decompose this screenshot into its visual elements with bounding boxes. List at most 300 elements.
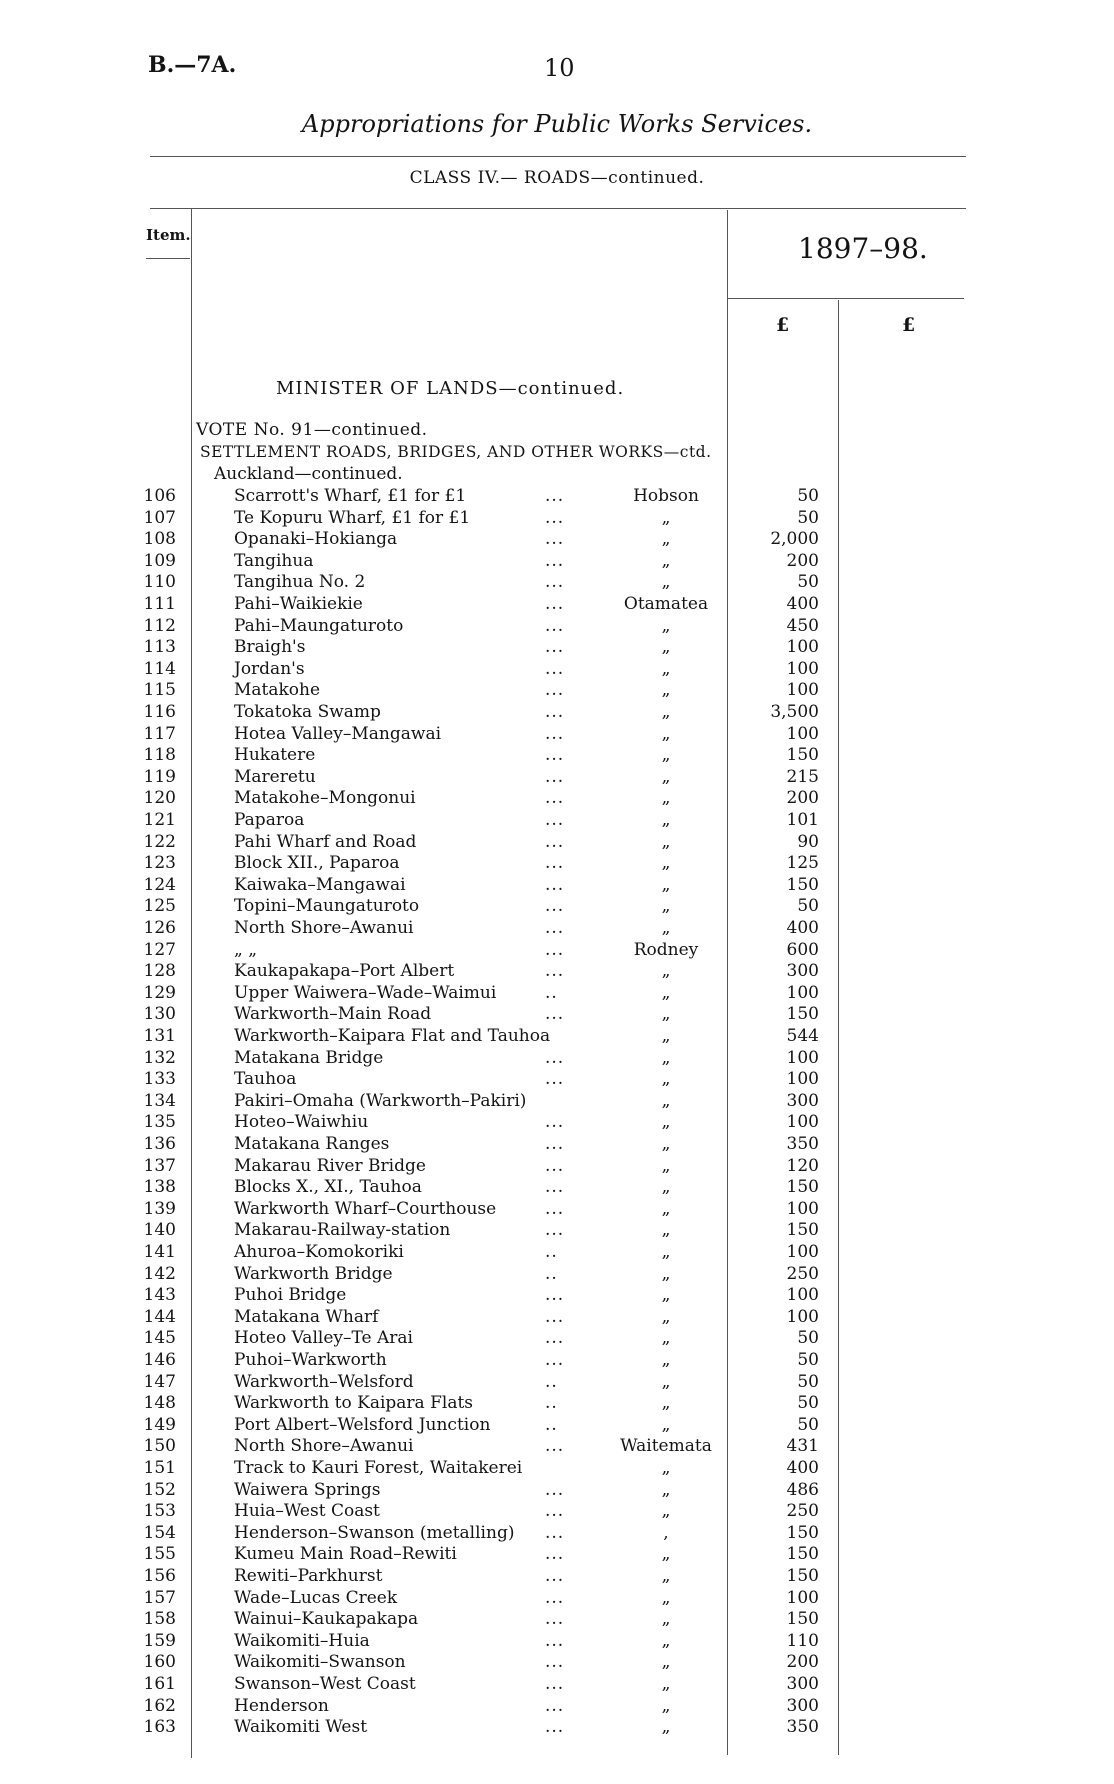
row-district: „ <box>661 874 671 895</box>
region-heading: Auckland—continued. <box>214 464 403 484</box>
row-amount: 450 <box>786 615 819 636</box>
row-leader-dots: ... <box>545 1155 565 1176</box>
row-amount: 100 <box>786 1198 819 1219</box>
row-district: „ <box>661 1544 671 1565</box>
table-row <box>0 1631 1114 1653</box>
row-leader-dots: ... <box>545 615 565 636</box>
table-row <box>0 1652 1114 1674</box>
row-amount: 150 <box>786 745 819 766</box>
row-leader-dots: .. <box>545 982 558 1003</box>
pound-header-1: £ <box>776 314 790 336</box>
row-leader-dots: ... <box>545 1695 565 1716</box>
row-item-number: 120 <box>143 788 176 809</box>
row-item-number: 155 <box>143 1544 176 1565</box>
row-leader-dots: ... <box>545 1112 565 1133</box>
row-amount: 250 <box>786 1501 819 1522</box>
table-row <box>0 853 1114 875</box>
row-road-name: Matakohe–Mongonui <box>234 788 416 809</box>
row-leader-dots: ... <box>545 1630 565 1651</box>
row-road-name: Warkworth–Welsford <box>234 1371 414 1392</box>
row-road-name: Tangihua No. 2 <box>234 572 366 593</box>
row-road-name: Blocks X., XI., Tauhoa <box>234 1177 422 1198</box>
row-amount: 100 <box>786 1242 819 1262</box>
table-row <box>0 767 1114 789</box>
table-row <box>0 1328 1114 1350</box>
table-row <box>0 940 1114 962</box>
row-amount: 100 <box>786 1285 819 1306</box>
row-item-number: 128 <box>143 961 176 982</box>
year-rule <box>727 298 964 299</box>
row-district: „ <box>661 788 671 809</box>
table-row <box>0 1069 1114 1091</box>
table-row <box>0 918 1114 940</box>
table-row <box>0 1199 1114 1221</box>
page-subtitle: Appropriations for Public Works Services. <box>301 110 813 138</box>
row-item-number: 136 <box>143 1134 176 1154</box>
row-road-name: Wade–Lucas Creek <box>234 1587 398 1608</box>
row-district: „ <box>661 658 671 679</box>
row-item-number: 145 <box>143 1328 176 1349</box>
row-leader-dots: ... <box>545 788 565 809</box>
row-leader-dots: ... <box>545 1306 565 1327</box>
row-district: „ <box>661 1674 671 1694</box>
top-rule <box>150 156 966 157</box>
row-leader-dots: ... <box>545 1350 565 1370</box>
row-amount: 50 <box>797 572 819 593</box>
table-row <box>0 702 1114 724</box>
table-row <box>0 1609 1114 1631</box>
table-row <box>0 529 1114 551</box>
row-district: „ <box>661 1566 671 1586</box>
row-road-name: Matakana Ranges <box>234 1134 390 1154</box>
row-item-number: 150 <box>143 1436 176 1457</box>
class-heading: CLASS IV.— ROADS—continued. <box>409 168 705 188</box>
row-item-number: 133 <box>143 1069 176 1090</box>
table-row <box>0 1717 1114 1739</box>
row-district: „ <box>661 961 671 982</box>
row-amount: 300 <box>786 1674 819 1694</box>
row-leader-dots: ... <box>545 637 565 658</box>
row-leader-dots: ... <box>545 1609 565 1630</box>
row-road-name: Warkworth Wharf–Courthouse <box>234 1198 497 1219</box>
row-leader-dots: ... <box>545 1522 565 1543</box>
row-road-name: Te Kopuru Wharf, £1 for £1 <box>234 507 471 528</box>
row-road-name: Puhoi–Warkworth <box>234 1350 387 1370</box>
row-district: „ <box>661 1004 671 1025</box>
row-amount: 400 <box>786 1458 819 1478</box>
row-item-number: 156 <box>143 1566 176 1586</box>
row-leader-dots: ... <box>545 486 565 506</box>
row-district: „ <box>661 1479 671 1500</box>
row-amount: 300 <box>786 1695 819 1716</box>
table-row <box>0 1566 1114 1588</box>
row-item-number: 144 <box>143 1306 176 1327</box>
row-leader-dots: ... <box>545 896 565 917</box>
row-leader-dots: ... <box>545 1047 565 1068</box>
row-item-number: 121 <box>143 810 176 830</box>
row-leader-dots: ... <box>545 550 565 571</box>
row-amount: 431 <box>786 1436 819 1457</box>
row-road-name: Warkworth to Kaipara Flats <box>234 1393 474 1414</box>
row-item-number: 124 <box>143 874 176 895</box>
row-item-number: 114 <box>143 658 176 679</box>
row-amount: 600 <box>786 939 819 960</box>
row-item-number: 127 <box>143 939 176 960</box>
row-item-number: 146 <box>143 1350 176 1370</box>
row-district: „ <box>661 550 671 571</box>
row-leader-dots: ... <box>545 1285 565 1306</box>
row-road-name: Topini–Maungaturoto <box>234 896 420 917</box>
row-leader-dots: ... <box>545 874 565 895</box>
table-row <box>0 1307 1114 1329</box>
row-amount: 350 <box>786 1134 819 1154</box>
row-leader-dots: ... <box>545 1198 565 1219</box>
row-road-name: Huia–West Coast <box>234 1501 380 1522</box>
row-leader-dots: .. <box>545 1414 558 1435</box>
row-amount: 200 <box>786 788 819 809</box>
row-leader-dots: ... <box>545 1069 565 1090</box>
row-item-number: 151 <box>143 1458 176 1478</box>
row-district: „ <box>661 615 671 636</box>
row-amount: 150 <box>786 1004 819 1025</box>
row-amount: 101 <box>786 810 819 830</box>
table-row <box>0 724 1114 746</box>
row-amount: 400 <box>786 918 819 938</box>
row-amount: 100 <box>786 723 819 744</box>
row-item-number: 111 <box>143 594 176 614</box>
row-road-name: Opanaki–Hokianga <box>234 529 398 550</box>
row-district: „ <box>661 918 671 938</box>
row-item-number: 141 <box>143 1242 176 1262</box>
table-row <box>0 1091 1114 1113</box>
row-item-number: 158 <box>143 1609 176 1630</box>
row-district: „ <box>661 1371 671 1392</box>
row-amount: 150 <box>786 1522 819 1543</box>
row-item-number: 118 <box>143 745 176 766</box>
row-leader-dots: .. <box>545 1393 558 1414</box>
row-amount: 100 <box>786 1306 819 1327</box>
row-item-number: 157 <box>143 1587 176 1608</box>
row-leader-dots: ... <box>545 853 565 874</box>
row-district: „ <box>661 1458 671 1478</box>
row-amount: 350 <box>786 1717 819 1738</box>
row-leader-dots: .. <box>545 1371 558 1392</box>
row-amount: 50 <box>797 1371 819 1392</box>
row-district: „ <box>661 1220 671 1241</box>
table-row <box>0 486 1114 508</box>
row-amount: 3,500 <box>770 702 819 722</box>
table-row <box>0 1393 1114 1415</box>
table-row <box>0 1501 1114 1523</box>
row-leader-dots: ... <box>545 961 565 982</box>
table-row <box>0 875 1114 897</box>
row-road-name: Matakana Wharf <box>234 1306 379 1327</box>
row-item-number: 163 <box>143 1717 176 1738</box>
row-item-number: 123 <box>143 853 176 874</box>
row-amount: 100 <box>786 1587 819 1608</box>
item-underline <box>146 258 190 259</box>
row-item-number: 159 <box>143 1630 176 1651</box>
row-amount: 110 <box>786 1630 819 1651</box>
row-amount: 50 <box>797 896 819 917</box>
row-leader-dots: ... <box>545 1717 565 1738</box>
row-district: „ <box>661 507 671 528</box>
row-leader-dots: ... <box>545 1134 565 1154</box>
row-leader-dots: ... <box>545 1004 565 1025</box>
table-row <box>0 1415 1114 1437</box>
row-amount: 150 <box>786 1609 819 1630</box>
row-leader-dots: .. <box>545 1263 558 1284</box>
row-leader-dots: ... <box>545 745 565 766</box>
row-district: „ <box>661 572 671 593</box>
row-leader-dots: ... <box>545 1436 565 1457</box>
year-header: 1897–98. <box>798 232 928 265</box>
row-amount: 100 <box>786 658 819 679</box>
row-road-name: Waiwera Springs <box>234 1479 381 1500</box>
table-row <box>0 1112 1114 1134</box>
table-row <box>0 983 1114 1005</box>
row-item-number: 132 <box>143 1047 176 1068</box>
table-row <box>0 594 1114 616</box>
row-road-name: Port Albert–Welsford Junction <box>234 1414 491 1435</box>
table-row <box>0 551 1114 573</box>
row-district: „ <box>661 831 671 852</box>
row-amount: 50 <box>797 507 819 528</box>
row-item-number: 117 <box>143 723 176 744</box>
row-road-name: Puhoi Bridge <box>234 1285 347 1306</box>
row-item-number: 125 <box>143 896 176 917</box>
row-item-number: 108 <box>143 529 176 550</box>
row-leader-dots: ... <box>545 529 565 550</box>
row-road-name: Hotea Valley–Mangawai <box>234 723 442 744</box>
row-item-number: 149 <box>143 1414 176 1435</box>
row-amount: 100 <box>786 1047 819 1068</box>
row-item-number: 160 <box>143 1652 176 1673</box>
table-row <box>0 680 1114 702</box>
row-district: „ <box>661 702 671 722</box>
row-road-name: Kaiwaka–Mangawai <box>234 874 406 895</box>
row-road-name: Makarau River Bridge <box>234 1155 426 1176</box>
row-item-number: 107 <box>143 507 176 528</box>
row-item-number: 139 <box>143 1198 176 1219</box>
row-amount: 125 <box>786 853 819 874</box>
row-leader-dots: ... <box>545 1177 565 1198</box>
row-item-number: 110 <box>143 572 176 593</box>
row-district: „ <box>661 1328 671 1349</box>
row-road-name: Waikomiti West <box>234 1717 368 1738</box>
row-district: „ <box>661 1047 671 1068</box>
row-item-number: 140 <box>143 1220 176 1241</box>
table-row <box>0 832 1114 854</box>
row-item-number: 126 <box>143 918 176 938</box>
row-amount: 50 <box>797 1393 819 1414</box>
table-row <box>0 1350 1114 1372</box>
row-amount: 100 <box>786 680 819 701</box>
row-item-number: 148 <box>143 1393 176 1414</box>
table-row <box>0 1696 1114 1718</box>
row-district: „ <box>661 1242 671 1262</box>
row-district: „ <box>661 529 671 550</box>
row-amount: 150 <box>786 1177 819 1198</box>
row-leader-dots: ... <box>545 1674 565 1694</box>
row-district: „ <box>661 1263 671 1284</box>
row-item-number: 112 <box>143 615 176 636</box>
minister-heading: MINISTER OF LANDS—continued. <box>276 378 625 399</box>
row-item-number: 109 <box>143 550 176 571</box>
table-row <box>0 1480 1114 1502</box>
row-district: „ <box>661 1609 671 1630</box>
row-leader-dots: ... <box>545 766 565 787</box>
row-leader-dots: ... <box>545 594 565 614</box>
row-road-name: Pakiri–Omaha (Warkworth–Pakiri) <box>234 1090 527 1111</box>
row-item-number: 116 <box>143 702 176 722</box>
row-road-name: Warkworth Bridge <box>234 1263 393 1284</box>
row-item-number: 113 <box>143 637 176 658</box>
item-column-header: Item. <box>146 226 191 244</box>
row-amount: 200 <box>786 1652 819 1673</box>
row-road-name: „ „ <box>234 939 258 960</box>
row-leader-dots: ... <box>545 810 565 830</box>
row-amount: 200 <box>786 550 819 571</box>
row-district: Otamatea <box>623 594 709 614</box>
row-district: , <box>663 1522 669 1543</box>
row-amount: 150 <box>786 1544 819 1565</box>
table-row <box>0 1436 1114 1458</box>
row-district: „ <box>661 1155 671 1176</box>
row-amount: 215 <box>786 766 819 787</box>
row-amount: 100 <box>786 637 819 658</box>
row-leader-dots: .. <box>545 1242 558 1262</box>
row-amount: 100 <box>786 1112 819 1133</box>
row-item-number: 138 <box>143 1177 176 1198</box>
row-road-name: Rewiti–Parkhurst <box>234 1566 383 1586</box>
row-road-name: Matakana Bridge <box>234 1047 384 1068</box>
row-item-number: 130 <box>143 1004 176 1025</box>
row-road-name: Jordan's <box>234 658 305 679</box>
row-road-name: Pahi–Maungaturoto <box>234 615 404 636</box>
row-leader-dots: ... <box>545 831 565 852</box>
row-item-number: 137 <box>143 1155 176 1176</box>
table-row <box>0 637 1114 659</box>
table-row <box>0 1004 1114 1026</box>
row-district: „ <box>661 637 671 658</box>
row-district: „ <box>661 810 671 830</box>
row-item-number: 134 <box>143 1090 176 1111</box>
table-row <box>0 1544 1114 1566</box>
row-district: „ <box>661 1112 671 1133</box>
row-road-name: Waikomiti–Swanson <box>234 1652 406 1673</box>
row-amount: 50 <box>797 486 819 506</box>
row-road-name: Ahuroa–Komokoriki <box>234 1242 404 1262</box>
row-road-name: Henderson–Swanson (metalling) <box>234 1522 515 1543</box>
table-row <box>0 1523 1114 1545</box>
row-item-number: 135 <box>143 1112 176 1133</box>
table-row <box>0 616 1114 638</box>
row-leader-dots: ... <box>545 939 565 960</box>
row-leader-dots: ... <box>545 1587 565 1608</box>
table-row <box>0 788 1114 810</box>
row-road-name: Hoteo–Waiwhiu <box>234 1112 369 1133</box>
vote-heading: VOTE No. 91—continued. <box>196 420 428 440</box>
row-leader-dots: ... <box>545 680 565 701</box>
row-road-name: Kaukapakapa–Port Albert <box>234 961 455 982</box>
row-amount: 400 <box>786 594 819 614</box>
row-district: „ <box>661 1177 671 1198</box>
table-row <box>0 1458 1114 1480</box>
pound-header-2: £ <box>902 314 916 336</box>
row-amount: 300 <box>786 961 819 982</box>
row-item-number: 154 <box>143 1522 176 1543</box>
row-leader-dots: ... <box>545 1501 565 1522</box>
row-district: „ <box>661 853 671 874</box>
row-road-name: Kumeu Main Road–Rewiti <box>234 1544 457 1565</box>
row-district: „ <box>661 1285 671 1306</box>
row-district: „ <box>661 766 671 787</box>
table-row <box>0 1285 1114 1307</box>
table-row <box>0 508 1114 530</box>
row-item-number: 129 <box>143 982 176 1003</box>
row-leader-dots: ... <box>545 507 565 528</box>
row-leader-dots: ... <box>545 1652 565 1673</box>
table-row <box>0 1048 1114 1070</box>
table-row <box>0 896 1114 918</box>
table-row <box>0 1156 1114 1178</box>
table-row <box>0 1134 1114 1156</box>
row-road-name: Pahi Wharf and Road <box>234 831 417 852</box>
row-district: „ <box>661 1630 671 1651</box>
row-district: „ <box>661 1350 671 1370</box>
row-district: „ <box>661 1069 671 1090</box>
row-district: „ <box>661 1393 671 1414</box>
table-row <box>0 1588 1114 1610</box>
table-row <box>0 1674 1114 1696</box>
settlement-heading: SETTLEMENT ROADS, BRIDGES, AND OTHER WORKS—ctd. <box>200 443 712 461</box>
table-row <box>0 1242 1114 1264</box>
row-amount: 250 <box>786 1263 819 1284</box>
row-leader-dots: ... <box>545 918 565 938</box>
row-road-name: North Shore–Awanui <box>234 918 414 938</box>
table-row <box>0 810 1114 832</box>
row-amount: 50 <box>797 1328 819 1349</box>
row-district: „ <box>661 680 671 701</box>
row-district: Waitemata <box>620 1436 712 1457</box>
row-road-name: Paparoa <box>234 810 305 830</box>
table-row <box>0 1026 1114 1048</box>
row-item-number: 122 <box>143 831 176 852</box>
row-item-number: 147 <box>143 1371 176 1392</box>
row-road-name: Matakohe <box>234 680 321 701</box>
row-item-number: 106 <box>143 486 176 506</box>
document-code: B.—7A. <box>148 52 237 78</box>
row-item-number: 161 <box>143 1674 176 1694</box>
row-district: „ <box>661 982 671 1003</box>
row-amount: 2,000 <box>770 529 819 550</box>
row-leader-dots: ... <box>545 702 565 722</box>
row-road-name: North Shore–Awanui <box>234 1436 414 1457</box>
table-row <box>0 961 1114 983</box>
row-road-name: Makarau-Railway-station <box>234 1220 451 1241</box>
row-district: „ <box>661 723 671 744</box>
row-road-name: Block XII., Paparoa <box>234 853 400 874</box>
row-road-name: Warkworth–Main Road <box>234 1004 432 1025</box>
row-district: „ <box>661 1652 671 1673</box>
table-row <box>0 659 1114 681</box>
row-road-name: Swanson–West Coast <box>234 1674 416 1694</box>
row-district: Hobson <box>633 486 699 506</box>
row-district: „ <box>661 1414 671 1435</box>
row-item-number: 162 <box>143 1695 176 1716</box>
row-road-name: Waikomiti–Huia <box>234 1630 370 1651</box>
